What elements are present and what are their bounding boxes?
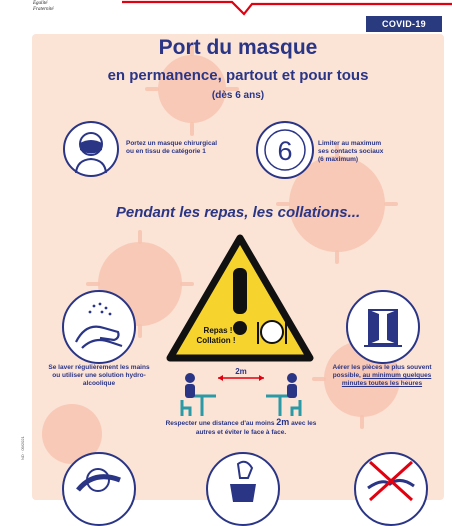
window-airing-icon [346, 290, 420, 364]
mask-caption-line: ou en tissu de catégorie 1 [126, 148, 206, 155]
warning-text-line: Collation ! [196, 336, 236, 345]
no-handshake-icon [354, 452, 428, 526]
tissue-bin-icon [206, 452, 280, 526]
cough-elbow-icon [62, 452, 136, 526]
contacts-caption-line: (6 maximum) [318, 156, 359, 163]
airing-caption-text: possible, [332, 372, 363, 379]
hands-caption-line: Se laver régulièrement les mains [48, 364, 150, 371]
airing-caption-line: Aérer les pièces le plus souvent [332, 364, 432, 371]
motto-line-1: Égalité [33, 1, 48, 6]
warning-sign-icon [166, 234, 314, 362]
covid-badge: COVID-19 [366, 16, 442, 32]
mask-caption-line: Portez un masque chirurgical [126, 140, 218, 147]
hands-caption-line: ou utiliser une solution hydro- [52, 372, 146, 379]
distance-caption-text: Respecter une distance d'au moins [165, 420, 277, 427]
contacts-number: 6 [277, 136, 293, 166]
motto-line-2: Fraternité [33, 7, 54, 12]
age-note: (dès 6 ans) [211, 90, 265, 101]
distance-label: 2m [235, 367, 247, 376]
distance-caption-text: avec les [289, 420, 317, 427]
masked-face-icon [63, 121, 119, 177]
distance-caption-line: autres et éviter le face à face. [195, 429, 287, 436]
distancing-tables-icon [176, 364, 306, 420]
mask-caption [126, 140, 246, 156]
contacts-caption-line: Limiter au maximum [318, 140, 382, 147]
subtitle: en permanence, partout et pour tous [107, 67, 369, 84]
contacts-caption-line: ses contacts sociaux [318, 148, 384, 155]
contacts-limit-icon [256, 121, 314, 179]
main-title: Port du masque [158, 36, 318, 59]
distance-caption-emphasis: 2m [276, 417, 290, 427]
contacts-caption [318, 140, 438, 164]
airing-caption-underlined: minutes toutes les heures [341, 380, 423, 387]
distance-caption [150, 418, 332, 437]
hand-washing-icon [62, 290, 136, 364]
document-reference: ND · 09/2021 [20, 436, 25, 460]
meals-heading: Pendant les repas, les collations... [115, 204, 361, 221]
airing-caption [320, 364, 444, 388]
hand-washing-caption [40, 364, 158, 388]
hands-caption-line: alcoolique [82, 380, 116, 387]
warning-text-line: Repas ! [203, 326, 233, 335]
airing-caption-underlined: au minimum quelques [362, 372, 432, 379]
